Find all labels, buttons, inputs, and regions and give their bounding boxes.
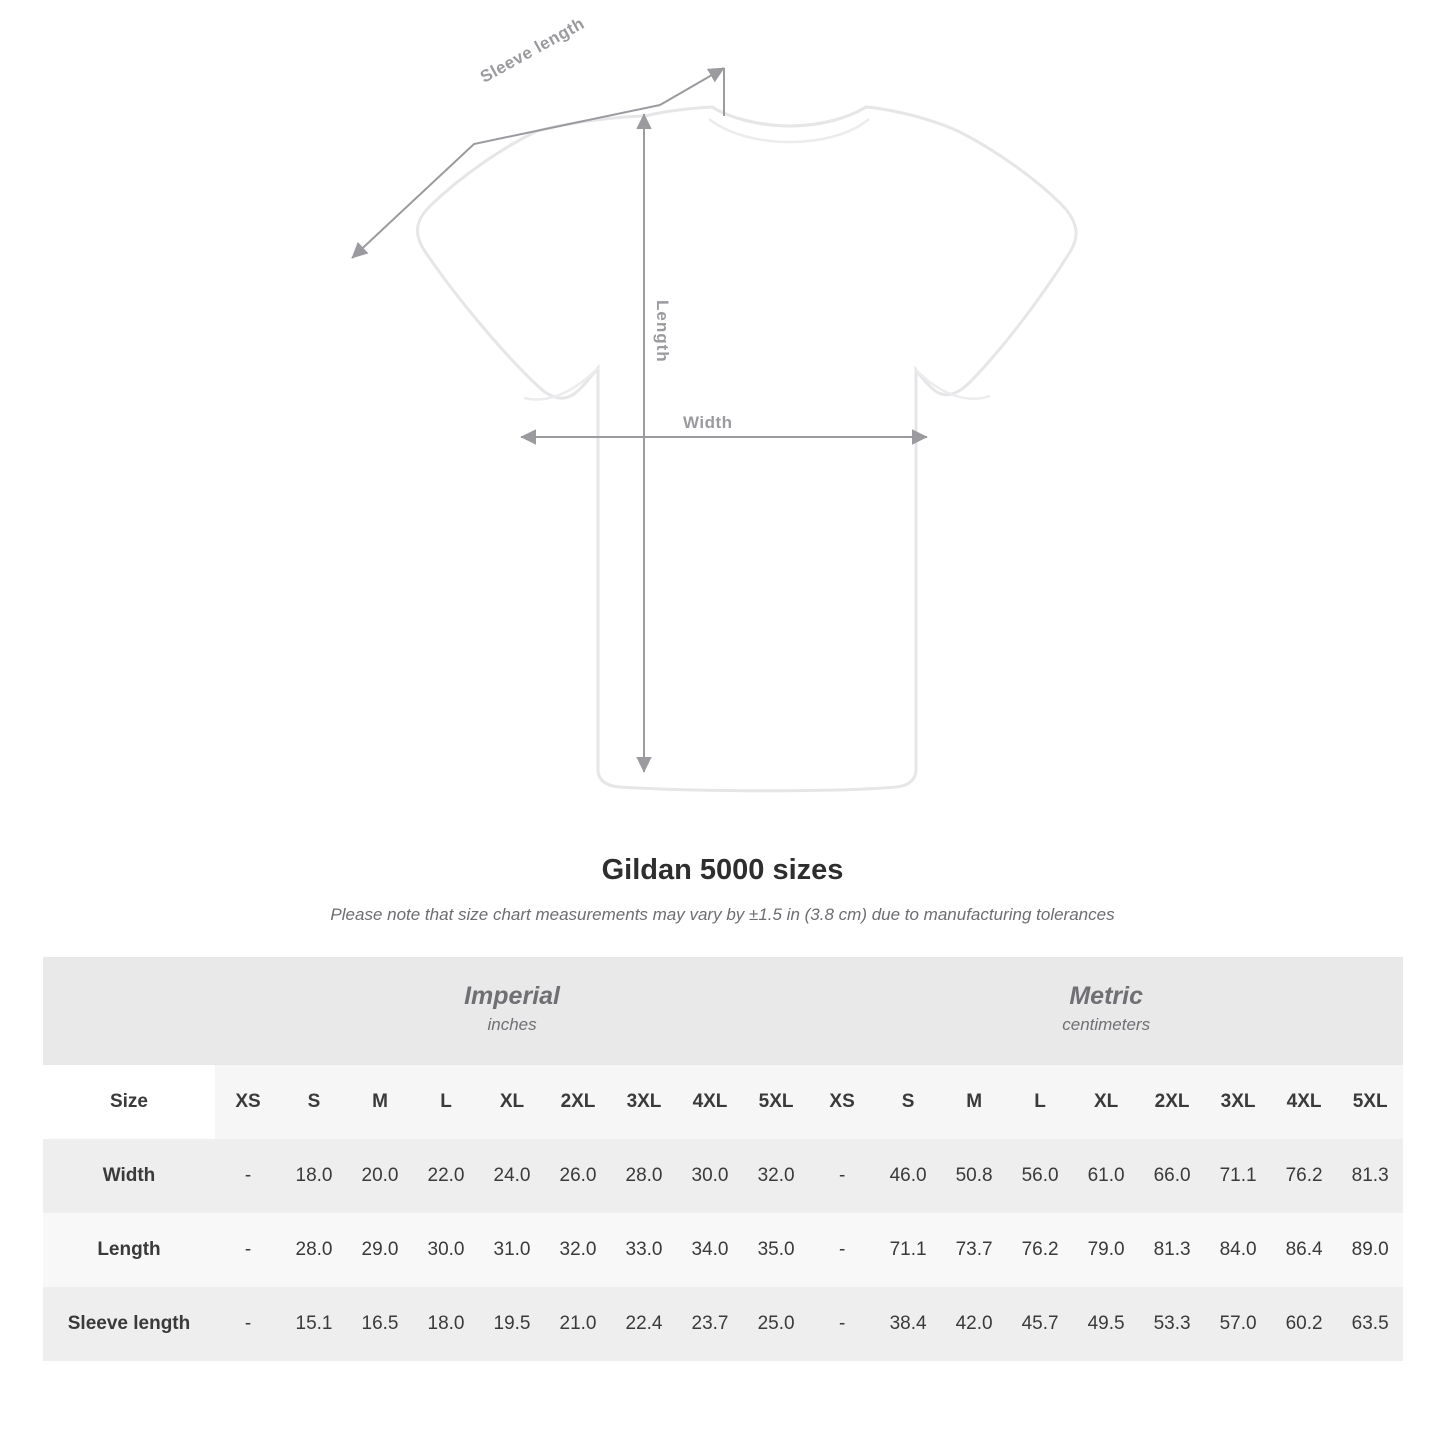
cell-length-metric-3xl: 84.0 [1205,1213,1271,1287]
cell-width-imperial-4xl: 30.0 [677,1139,743,1213]
cell-sleeve-imperial-xl: 19.5 [479,1287,545,1361]
cell-length-imperial-l: 30.0 [413,1213,479,1287]
sleeve-length-label: Sleeve length [477,13,588,87]
cell-width-imperial-xs: - [215,1139,281,1213]
cell-width-imperial-m: 20.0 [347,1139,413,1213]
cell-width-imperial-5xl: 32.0 [743,1139,809,1213]
cell-width-metric-2xl: 66.0 [1139,1139,1205,1213]
header-metric-xl: XL [1073,1065,1139,1139]
cell-sleeve-imperial-2xl: 21.0 [545,1287,611,1361]
header-metric-l: L [1007,1065,1073,1139]
cell-width-imperial-xl: 24.0 [479,1139,545,1213]
cell-sleeve-imperial-m: 16.5 [347,1287,413,1361]
cell-sleeve-metric-s: 38.4 [875,1287,941,1361]
cell-length-metric-m: 73.7 [941,1213,1007,1287]
header-imperial-4xl: 4XL [677,1065,743,1139]
unit-title-metric: Metric [1069,982,1143,1011]
cell-length-imperial-xs: - [215,1213,281,1287]
header-metric-xs: XS [809,1065,875,1139]
cell-sleeve-imperial-xs: - [215,1287,281,1361]
cell-width-metric-5xl: 81.3 [1337,1139,1403,1213]
cell-length-imperial-3xl: 33.0 [611,1213,677,1287]
cell-sleeve-imperial-5xl: 25.0 [743,1287,809,1361]
header-metric-m: M [941,1065,1007,1139]
cell-length-imperial-2xl: 32.0 [545,1213,611,1287]
cell-length-metric-2xl: 81.3 [1139,1213,1205,1287]
cell-sleeve-metric-4xl: 60.2 [1271,1287,1337,1361]
cell-width-metric-3xl: 71.1 [1205,1139,1271,1213]
unit-header-metric [809,957,1403,1065]
table-row [43,1213,1403,1287]
table-row [43,1287,1403,1361]
size-table [43,957,1403,1361]
header-metric-s: S [875,1065,941,1139]
cell-length-imperial-xl: 31.0 [479,1213,545,1287]
length-label: Length [653,300,672,363]
cell-width-metric-xl: 61.0 [1073,1139,1139,1213]
width-label: Width [683,413,733,432]
cell-length-metric-4xl: 86.4 [1271,1213,1337,1287]
cell-length-imperial-4xl: 34.0 [677,1213,743,1287]
cell-width-metric-4xl: 76.2 [1271,1139,1337,1213]
header-imperial-xs: XS [215,1065,281,1139]
unit-header-imperial [215,957,809,1065]
cell-width-metric-l: 56.0 [1007,1139,1073,1213]
row-label-sleeve-length: Sleeve length [43,1287,215,1361]
header-metric-2xl: 2XL [1139,1065,1205,1139]
cell-width-metric-s: 46.0 [875,1139,941,1213]
cell-width-imperial-s: 18.0 [281,1139,347,1213]
header-size-label: Size [43,1065,215,1139]
header-imperial-2xl: 2XL [545,1065,611,1139]
cell-length-imperial-s: 28.0 [281,1213,347,1287]
cell-width-metric-xs: - [809,1139,875,1213]
cell-width-imperial-3xl: 28.0 [611,1139,677,1213]
header-imperial-3xl: 3XL [611,1065,677,1139]
unit-sub-imperial: inches [487,1014,537,1034]
size-header-row [43,1065,1403,1139]
cell-sleeve-imperial-4xl: 23.7 [677,1287,743,1361]
unit-sub-metric: centimeters [1062,1014,1151,1034]
header-imperial-5xl: 5XL [743,1065,809,1139]
header-metric-4xl: 4XL [1271,1065,1337,1139]
header-metric-5xl: 5XL [1337,1065,1403,1139]
header-metric-3xl: 3XL [1205,1065,1271,1139]
cell-length-imperial-5xl: 35.0 [743,1213,809,1287]
cell-width-imperial-2xl: 26.0 [545,1139,611,1213]
title-block [0,854,1445,925]
header-imperial-l: L [413,1065,479,1139]
unit-header-row [43,957,1403,1065]
unit-title-imperial: Imperial [464,982,560,1011]
cell-length-imperial-m: 29.0 [347,1213,413,1287]
cell-width-imperial-l: 22.0 [413,1139,479,1213]
header-imperial-xl: XL [479,1065,545,1139]
cell-sleeve-imperial-l: 18.0 [413,1287,479,1361]
unit-header-spacer [43,957,215,1065]
header-imperial-s: S [281,1065,347,1139]
row-label-length: Length [43,1213,215,1287]
table-row [43,1139,1403,1213]
cell-sleeve-imperial-3xl: 22.4 [611,1287,677,1361]
cell-sleeve-metric-xs: - [809,1287,875,1361]
tolerance-note: Please note that size chart measurements may vary by ±1.5 in (3.8 cm) due to manufacturing tolerances [330,905,1115,924]
cell-length-metric-l: 76.2 [1007,1213,1073,1287]
cell-sleeve-metric-5xl: 63.5 [1337,1287,1403,1361]
cell-sleeve-metric-xl: 49.5 [1073,1287,1139,1361]
row-label-width: Width [43,1139,215,1213]
cell-sleeve-imperial-s: 15.1 [281,1287,347,1361]
cell-length-metric-xl: 79.0 [1073,1213,1139,1287]
page-title: Gildan 5000 sizes [601,854,844,886]
cell-sleeve-metric-l: 45.7 [1007,1287,1073,1361]
cell-sleeve-metric-2xl: 53.3 [1139,1287,1205,1361]
cell-sleeve-metric-m: 42.0 [941,1287,1007,1361]
cell-width-metric-m: 50.8 [941,1139,1007,1213]
cell-sleeve-metric-3xl: 57.0 [1205,1287,1271,1361]
cell-length-metric-5xl: 89.0 [1337,1213,1403,1287]
size-table-wrap [43,957,1402,1361]
cell-length-metric-s: 71.1 [875,1213,941,1287]
cell-length-metric-xs: - [809,1213,875,1287]
header-imperial-m: M [347,1065,413,1139]
